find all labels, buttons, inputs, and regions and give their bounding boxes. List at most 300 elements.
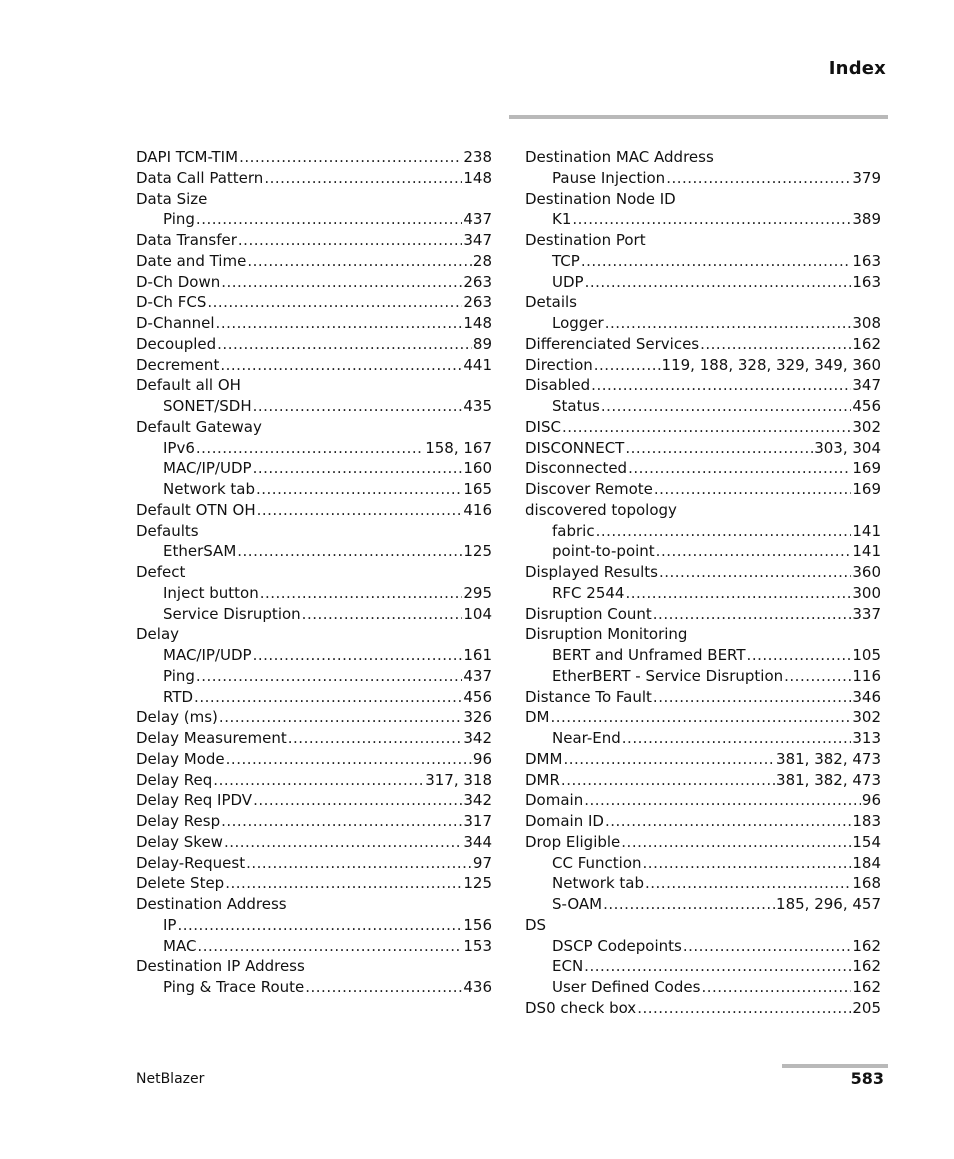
dot-leader: [584, 956, 851, 977]
index-term: Delay-Request: [136, 853, 246, 872]
index-entry: [136, 562, 492, 583]
index-page-refs: 119, 188, 328, 329, 349, 360: [661, 355, 881, 374]
index-page-refs: 441: [463, 355, 492, 374]
index-entry: [136, 500, 492, 521]
index-term: Disruption Count: [525, 604, 652, 623]
index-column-left: [136, 147, 492, 998]
index-page-refs: 303, 304: [814, 438, 881, 457]
index-entry: [525, 334, 881, 355]
index-page-refs: 141: [852, 542, 881, 561]
dot-leader: [594, 355, 661, 376]
index-page-refs: 105: [852, 646, 881, 664]
dot-leader: [656, 541, 852, 562]
dot-leader: [572, 209, 851, 230]
dot-leader: [683, 936, 852, 957]
index-page-refs: 162: [852, 978, 881, 996]
index-term: DS: [525, 915, 547, 934]
dot-leader: [605, 313, 852, 334]
dot-leader: [247, 251, 472, 272]
index-term: MAC: [163, 936, 197, 955]
index-page-refs: 154: [852, 832, 881, 851]
index-term: IP: [163, 915, 177, 934]
index-entry: [525, 687, 881, 708]
index-subentry: [136, 687, 492, 708]
index-term: UDP: [552, 272, 584, 291]
index-page-refs: 456: [852, 397, 881, 415]
index-page-refs: 148: [463, 168, 492, 187]
dot-leader: [288, 728, 463, 749]
index-term: Data Call Pattern: [136, 168, 264, 187]
index-page-refs: 313: [852, 729, 881, 747]
index-term: Disruption Monitoring: [525, 625, 688, 644]
index-term: Defaults: [136, 521, 199, 540]
index-entry: [525, 189, 881, 210]
index-term: Delay Resp: [136, 812, 221, 830]
index-page-refs: 302: [852, 417, 881, 436]
index-term: EtherSAM: [163, 542, 237, 561]
index-entry: [136, 355, 492, 376]
index-term: DSCP Codepoints: [552, 936, 682, 955]
index-page-refs: 263: [463, 272, 492, 291]
index-page-refs: 125: [463, 542, 492, 561]
index-subentry: [525, 645, 881, 666]
index-page-refs: 381, 382, 473: [776, 770, 881, 789]
footer-product-name: NetBlazer: [136, 1071, 205, 1087]
index-entry: [525, 500, 881, 521]
index-term: Destination Address: [136, 895, 287, 913]
index-entry: [525, 749, 881, 770]
index-page-refs: 169: [852, 459, 881, 478]
index-page-refs: 163: [852, 272, 881, 291]
index-page-refs: 158, 167: [425, 438, 492, 457]
index-term: Decoupled: [136, 334, 217, 353]
dot-leader: [645, 873, 851, 894]
index-page-refs: 97: [472, 853, 492, 872]
dot-leader: [666, 168, 851, 189]
dot-leader: [701, 977, 851, 998]
index-term: DISC: [525, 417, 561, 436]
index-term: Defect: [136, 563, 186, 581]
index-page-refs: 141: [852, 521, 881, 540]
dot-leader: [197, 936, 462, 957]
index-term: SONET/SDH: [163, 397, 252, 415]
index-subentry: [525, 977, 881, 998]
dot-leader: [625, 583, 851, 604]
index-term: point-to-point: [552, 542, 655, 561]
index-entry: [136, 189, 492, 210]
index-subentry: [525, 209, 881, 230]
index-term: Discover Remote: [525, 480, 653, 498]
dot-leader: [221, 272, 462, 293]
index-entry: [525, 707, 881, 728]
index-term: K1: [552, 210, 572, 229]
dot-leader: [224, 832, 462, 853]
dot-leader: [654, 479, 851, 500]
index-page-refs: 379: [852, 168, 881, 187]
index-term: Delay: [136, 625, 180, 644]
index-term: Service Disruption: [163, 604, 301, 623]
index-term: MAC/IP/UDP: [163, 646, 252, 664]
index-page-refs: 435: [463, 397, 492, 415]
index-term: Destination IP Address: [136, 957, 305, 976]
index-page-refs: 104: [463, 604, 492, 623]
page-header-title: Index: [828, 58, 886, 79]
index-entry: [525, 562, 881, 583]
dot-leader: [784, 666, 851, 687]
index-subentry: [525, 313, 881, 334]
index-page-refs: 437: [463, 666, 492, 685]
index-entry: [525, 417, 881, 438]
index-page-refs: 342: [463, 729, 492, 747]
index-page-refs: 116: [852, 666, 881, 685]
index-page-refs: 295: [463, 583, 492, 602]
index-term: DS0 check box: [525, 998, 637, 1017]
index-column-right: [525, 147, 881, 1019]
index-term: Ping & Trace Route: [163, 978, 305, 996]
index-subentry: [136, 936, 492, 957]
index-term: CC Function: [552, 853, 642, 872]
dot-leader: [219, 707, 462, 728]
index-entry: [136, 749, 492, 770]
index-subentry: [136, 583, 492, 604]
index-page-refs: 185, 296, 457: [776, 895, 881, 913]
dot-leader: [256, 479, 462, 500]
index-entry: [136, 168, 492, 189]
index-term: discovered topology: [525, 500, 677, 519]
index-term: Destination MAC Address: [525, 148, 714, 166]
index-term: fabric: [552, 521, 595, 540]
dot-leader: [305, 977, 462, 998]
index-page-refs: 153: [463, 936, 492, 955]
index-page-refs: 125: [463, 874, 492, 893]
dot-leader: [747, 645, 852, 666]
index-page-refs: 347: [463, 231, 492, 249]
index-page-refs: 416: [463, 500, 492, 519]
index-term: Ping: [163, 666, 195, 685]
index-subentry: [136, 396, 492, 417]
index-subentry: [136, 604, 492, 625]
index-term: Disconnected: [525, 459, 628, 478]
index-entry: [136, 873, 492, 894]
dot-leader: [563, 749, 775, 770]
index-entry: [136, 728, 492, 749]
index-page-refs: 89: [472, 334, 492, 353]
index-page-refs: 205: [852, 998, 881, 1017]
index-entry: [136, 770, 492, 791]
index-subentry: [525, 251, 881, 272]
index-term: Network tab: [163, 480, 255, 498]
index-term: EtherBERT - Service Disruption: [552, 666, 784, 685]
index-entry: [525, 832, 881, 853]
dot-leader: [551, 707, 852, 728]
index-term: RTD: [163, 687, 194, 706]
index-page-refs: 317, 318: [425, 770, 492, 789]
dot-leader: [596, 521, 852, 542]
index-term: S-OAM: [552, 895, 603, 913]
index-page-refs: 160: [463, 459, 492, 478]
index-page-refs: 436: [463, 978, 492, 996]
index-term: Data Size: [136, 189, 208, 208]
index-page-refs: 28: [472, 251, 492, 270]
header-rule: [509, 115, 888, 119]
index-page-refs: 456: [463, 687, 492, 706]
index-page-refs: 437: [463, 210, 492, 229]
index-term: D-Ch Down: [136, 272, 221, 291]
index-page-refs: 96: [472, 749, 492, 768]
dot-leader: [216, 313, 463, 334]
footer-rule: [782, 1064, 888, 1068]
index-subentry: [525, 728, 881, 749]
index-term: Date and Time: [136, 251, 247, 270]
dot-leader: [196, 438, 424, 459]
index-term: Pause Injection: [552, 168, 666, 187]
dot-leader: [603, 894, 775, 915]
index-term: ECN: [552, 957, 584, 976]
dot-leader: [605, 811, 851, 832]
index-subentry: [525, 396, 881, 417]
index-term: D-Ch FCS: [136, 293, 207, 312]
index-entry: [525, 915, 881, 936]
dot-leader: [221, 811, 462, 832]
index-term: Domain: [525, 791, 584, 810]
dot-leader: [253, 458, 463, 479]
index-term: TCP: [552, 251, 580, 270]
dot-leader: [253, 396, 463, 417]
dot-leader: [239, 147, 462, 168]
dot-leader: [653, 604, 852, 625]
dot-leader: [591, 375, 851, 396]
dot-leader: [253, 645, 463, 666]
index-page-refs: 184: [852, 853, 881, 872]
dot-leader: [628, 458, 851, 479]
index-entry: [136, 334, 492, 355]
index-term: Decrement: [136, 355, 220, 374]
index-entry: [136, 375, 492, 396]
index-page-refs: 360: [852, 563, 881, 581]
index-page-refs: 162: [852, 957, 881, 976]
dot-leader: [653, 687, 851, 708]
index-subentry: [525, 853, 881, 874]
index-entry: [136, 251, 492, 272]
index-subentry: [525, 894, 881, 915]
index-subentry: [525, 168, 881, 189]
index-entry: [525, 355, 881, 376]
index-subentry: [525, 583, 881, 604]
index-page-refs: 347: [852, 376, 881, 395]
dot-leader: [621, 832, 851, 853]
index-term: Drop Eligible: [525, 832, 621, 851]
index-subentry: [525, 521, 881, 542]
index-entry: [136, 894, 492, 915]
index-term: MAC/IP/UDP: [163, 459, 252, 478]
dot-leader: [257, 500, 463, 521]
index-entry: [525, 770, 881, 791]
index-subentry: [136, 666, 492, 687]
index-subentry: [525, 936, 881, 957]
index-entry: [136, 292, 492, 313]
page-number: 583: [850, 1069, 884, 1088]
index-entry: [525, 604, 881, 625]
index-subentry: [525, 272, 881, 293]
index-term: DISCONNECT: [525, 438, 625, 457]
index-term: DMM: [525, 749, 563, 768]
index-entry: [525, 230, 881, 251]
dot-leader: [238, 230, 462, 251]
index-entry: [136, 707, 492, 728]
index-entry: [136, 147, 492, 168]
dot-leader: [561, 770, 775, 791]
index-entry: [136, 417, 492, 438]
dot-leader: [207, 292, 462, 313]
index-term: Inject button: [163, 583, 259, 602]
index-term: Destination Node ID: [525, 189, 676, 208]
dot-leader: [584, 790, 861, 811]
index-page-refs: 169: [852, 480, 881, 498]
index-page-refs: 344: [463, 832, 492, 851]
index-entry: [525, 998, 881, 1019]
index-page-refs: 389: [852, 210, 881, 229]
index-term: Distance To Fault: [525, 687, 652, 706]
index-entry: [525, 458, 881, 479]
index-term: Default all OH: [136, 376, 241, 395]
index-term: User Defined Codes: [552, 978, 701, 996]
index-term: Near-End: [552, 729, 621, 747]
index-term: BERT and Unframed BERT: [552, 646, 746, 664]
index-page-refs: 300: [852, 583, 881, 602]
dot-leader: [253, 790, 462, 811]
index-subentry: [525, 666, 881, 687]
index-term: Delete Step: [136, 874, 225, 893]
index-page-refs: 163: [852, 251, 881, 270]
dot-leader: [264, 168, 462, 189]
index-subentry: [136, 977, 492, 998]
dot-leader: [213, 770, 424, 791]
dot-leader: [581, 251, 852, 272]
index-entry: [136, 853, 492, 874]
dot-leader: [585, 272, 852, 293]
index-term: RFC 2544: [552, 583, 625, 602]
index-term: DMR: [525, 770, 560, 789]
index-subentry: [525, 541, 881, 562]
index-term: Logger: [552, 314, 604, 332]
index-page-refs: 302: [852, 708, 881, 727]
dot-leader: [643, 853, 852, 874]
index-term: Delay Req: [136, 770, 213, 789]
index-entry: [136, 624, 492, 645]
index-entry: [525, 811, 881, 832]
index-term: Data Transfer: [136, 231, 237, 249]
index-term: Destination Port: [525, 231, 646, 249]
index-term: Domain ID: [525, 812, 604, 830]
index-entry: [136, 832, 492, 853]
dot-leader: [225, 873, 462, 894]
index-entry: [525, 375, 881, 396]
index-term: Delay (ms): [136, 708, 218, 727]
index-page-refs: 342: [463, 791, 492, 810]
dot-leader: [194, 687, 462, 708]
index-term: Details: [525, 293, 578, 312]
index-entry: [525, 624, 881, 645]
index-page-refs: 263: [463, 293, 492, 312]
index-term: Delay Req IPDV: [136, 791, 253, 810]
index-page-refs: 162: [852, 334, 881, 353]
index-term: Delay Measurement: [136, 729, 287, 747]
index-term: Disabled: [525, 376, 591, 395]
index-term: DAPI TCM-TIM: [136, 148, 239, 166]
index-term: Status: [552, 397, 600, 415]
index-entry: [136, 230, 492, 251]
index-subentry: [136, 541, 492, 562]
dot-leader: [562, 417, 851, 438]
index-page-refs: 148: [463, 314, 492, 332]
dot-leader: [226, 749, 472, 770]
index-entry: [525, 438, 881, 459]
index-entry: [136, 313, 492, 334]
index-term: Default Gateway: [136, 417, 262, 436]
index-subentry: [136, 458, 492, 479]
index-page-refs: 308: [852, 314, 881, 332]
index-subentry: [525, 956, 881, 977]
index-entry: [136, 790, 492, 811]
dot-leader: [601, 396, 852, 417]
index-entry: [525, 147, 881, 168]
index-subentry: [136, 479, 492, 500]
dot-leader: [237, 541, 462, 562]
dot-leader: [220, 355, 462, 376]
index-page-refs: 326: [463, 708, 492, 727]
index-subentry: [136, 645, 492, 666]
index-page-refs: 337: [852, 604, 881, 623]
index-entry: [525, 292, 881, 313]
index-term: DM: [525, 708, 550, 727]
dot-leader: [196, 209, 462, 230]
index-entry: [525, 790, 881, 811]
index-subentry: [136, 209, 492, 230]
index-term: IPv6: [163, 438, 195, 457]
dot-leader: [625, 438, 813, 459]
dot-leader: [177, 915, 462, 936]
index-page-refs: 317: [463, 812, 492, 830]
index-page-refs: 238: [463, 148, 492, 166]
dot-leader: [260, 583, 463, 604]
index-subentry: [136, 915, 492, 936]
index-term: Delay Skew: [136, 832, 223, 851]
dot-leader: [196, 666, 462, 687]
index-term: Differenciated Services: [525, 334, 700, 353]
index-subentry: [136, 438, 492, 459]
dot-leader: [217, 334, 472, 355]
index-term: Displayed Results: [525, 563, 658, 581]
index-term: Direction: [525, 355, 593, 374]
index-entry: [136, 956, 492, 977]
dot-leader: [302, 604, 463, 625]
index-term: Default OTN OH: [136, 500, 256, 519]
dot-leader: [700, 334, 851, 355]
index-subentry: [525, 873, 881, 894]
dot-leader: [622, 728, 852, 749]
index-page-refs: 96: [861, 791, 881, 810]
dot-leader: [637, 998, 851, 1019]
index-page-refs: 165: [463, 480, 492, 498]
dot-leader: [659, 562, 851, 583]
index-page-refs: 156: [463, 915, 492, 934]
index-page-refs: 168: [852, 874, 881, 893]
index-entry: [525, 479, 881, 500]
dot-leader: [246, 853, 472, 874]
index-page-refs: 381, 382, 473: [776, 749, 881, 768]
index-term: Delay Mode: [136, 749, 225, 768]
index-term: Network tab: [552, 874, 644, 893]
